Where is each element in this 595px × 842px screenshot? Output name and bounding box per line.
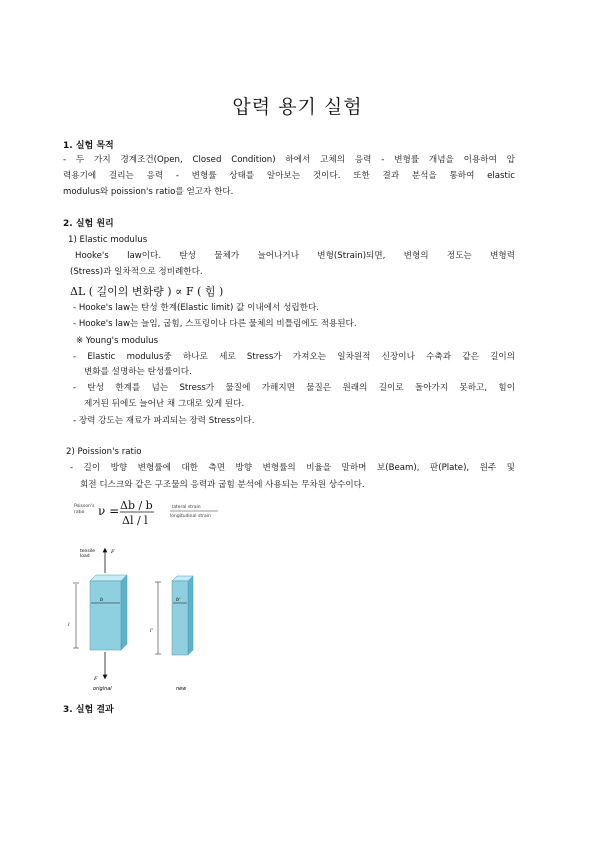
lateral-strain-label: lateral strain xyxy=(172,505,201,510)
section-1-line-2: 력용기에 걸리는 응력 - 변형률 상태를 알아보는 것이다. 또한 결과 분석을 통하여 elastic xyxy=(63,171,515,181)
width-label-b: b xyxy=(100,597,104,603)
original-block-top xyxy=(90,575,127,581)
hooke-law-line-1: Hooke's law이다. 탄성 물체가 늘어나거나 변형(Strain)되면, 변형의 정도는 변형력 xyxy=(75,251,515,261)
force-label-top: F xyxy=(111,549,115,555)
original-block-front xyxy=(90,581,121,650)
poisson-ratio-formula xyxy=(60,495,230,529)
section-2-heading: 2. 실험 원리 xyxy=(63,219,114,229)
length-label-l: l xyxy=(68,622,70,628)
length-label-l-prime: l' xyxy=(150,628,153,634)
new-block-side xyxy=(188,576,193,655)
tensile-label-top: tensile xyxy=(80,549,95,554)
page-title: 압력 용기 실험 xyxy=(232,96,363,118)
elastic-modulus-subheading: 1) Elastic modulus xyxy=(68,235,148,245)
original-block-side xyxy=(121,575,127,650)
width-label-b-prime: b' xyxy=(176,597,181,603)
young-bullet-3: - 장력 강도는 재료가 파괴되는 장력 Stress이다. xyxy=(73,416,255,426)
formula-numerator: Δb / b xyxy=(120,499,153,512)
hooke-bullet-1: - Hooke's law는 탄성 한계(Elastic limit) 값 이내에서 성립한다. xyxy=(73,303,320,313)
section-1-heading: 1. 실험 목적 xyxy=(63,141,114,151)
young-bullet-1a: - Elastic modulus중 하나로 세로 Stress가 가져오는 일차원적 신장이나 수축과 같은 길이의 xyxy=(73,352,515,362)
original-caption: original xyxy=(93,686,112,692)
young-bullet-2b: 제거된 뒤에도 늘어난 채 그대로 있게 된다. xyxy=(84,399,245,409)
formula-denominator: Δl / l xyxy=(122,514,148,527)
young-modulus-heading: ※ Young's modulus xyxy=(76,336,159,346)
hooke-bullet-2: - Hooke's law는 늘임, 굽힘, 스프링이나 다른 물체의 비틀림에도 적용된다. xyxy=(73,319,357,329)
section-1-line-3: modulus와 poission's ratio를 얻고자 한다. xyxy=(63,187,234,197)
new-caption: new xyxy=(176,686,187,692)
force-label-bottom: F xyxy=(94,676,98,682)
young-bullet-1b: 변화를 설명하는 탄성률이다. xyxy=(84,367,192,377)
section-3-heading: 3. 실험 결과 xyxy=(63,705,114,715)
young-bullet-2a: - 탄성 한계를 넘는 Stress가 물질에 가해지면 물질은 원래의 길이로 돌아가지 못하고, 힘이 xyxy=(73,383,515,393)
nu-symbol: ν = xyxy=(98,504,120,518)
poisson-ratio-subheading: 2) Poission's ratio xyxy=(66,447,142,457)
section-1-line-1: - 두 가지 경계조건(Open, Closed Condition) 하에서 고체의 응력 - 변형률 개념을 이용하여 압 xyxy=(63,155,515,165)
tensile-specimen-diagram xyxy=(60,540,210,700)
tensile-label-bottom: load xyxy=(80,554,90,559)
longitudinal-strain-label: longitudinal strain xyxy=(170,514,211,519)
poisson-label-bottom: ratio xyxy=(74,510,85,515)
poisson-line-1: - 길이 방향 변형률에 대한 측면 방향 변형률의 비율을 말하며 보(Beam), 판(Plate), 원주 및 xyxy=(70,463,515,473)
poisson-label-top: Poisson's xyxy=(74,504,95,509)
hooke-proportionality-formula: ΔL ( 길이의 변화량 ) ∝ F ( 힘 ) xyxy=(70,285,224,298)
poisson-line-2: 회전 디스크와 같은 구조물의 응력과 굽힘 분석에 사용되는 무차원 상수이다. xyxy=(80,480,365,490)
new-block-front xyxy=(172,581,188,655)
hooke-law-line-2: (Stress)과 일차적으로 정비례한다. xyxy=(70,267,203,277)
